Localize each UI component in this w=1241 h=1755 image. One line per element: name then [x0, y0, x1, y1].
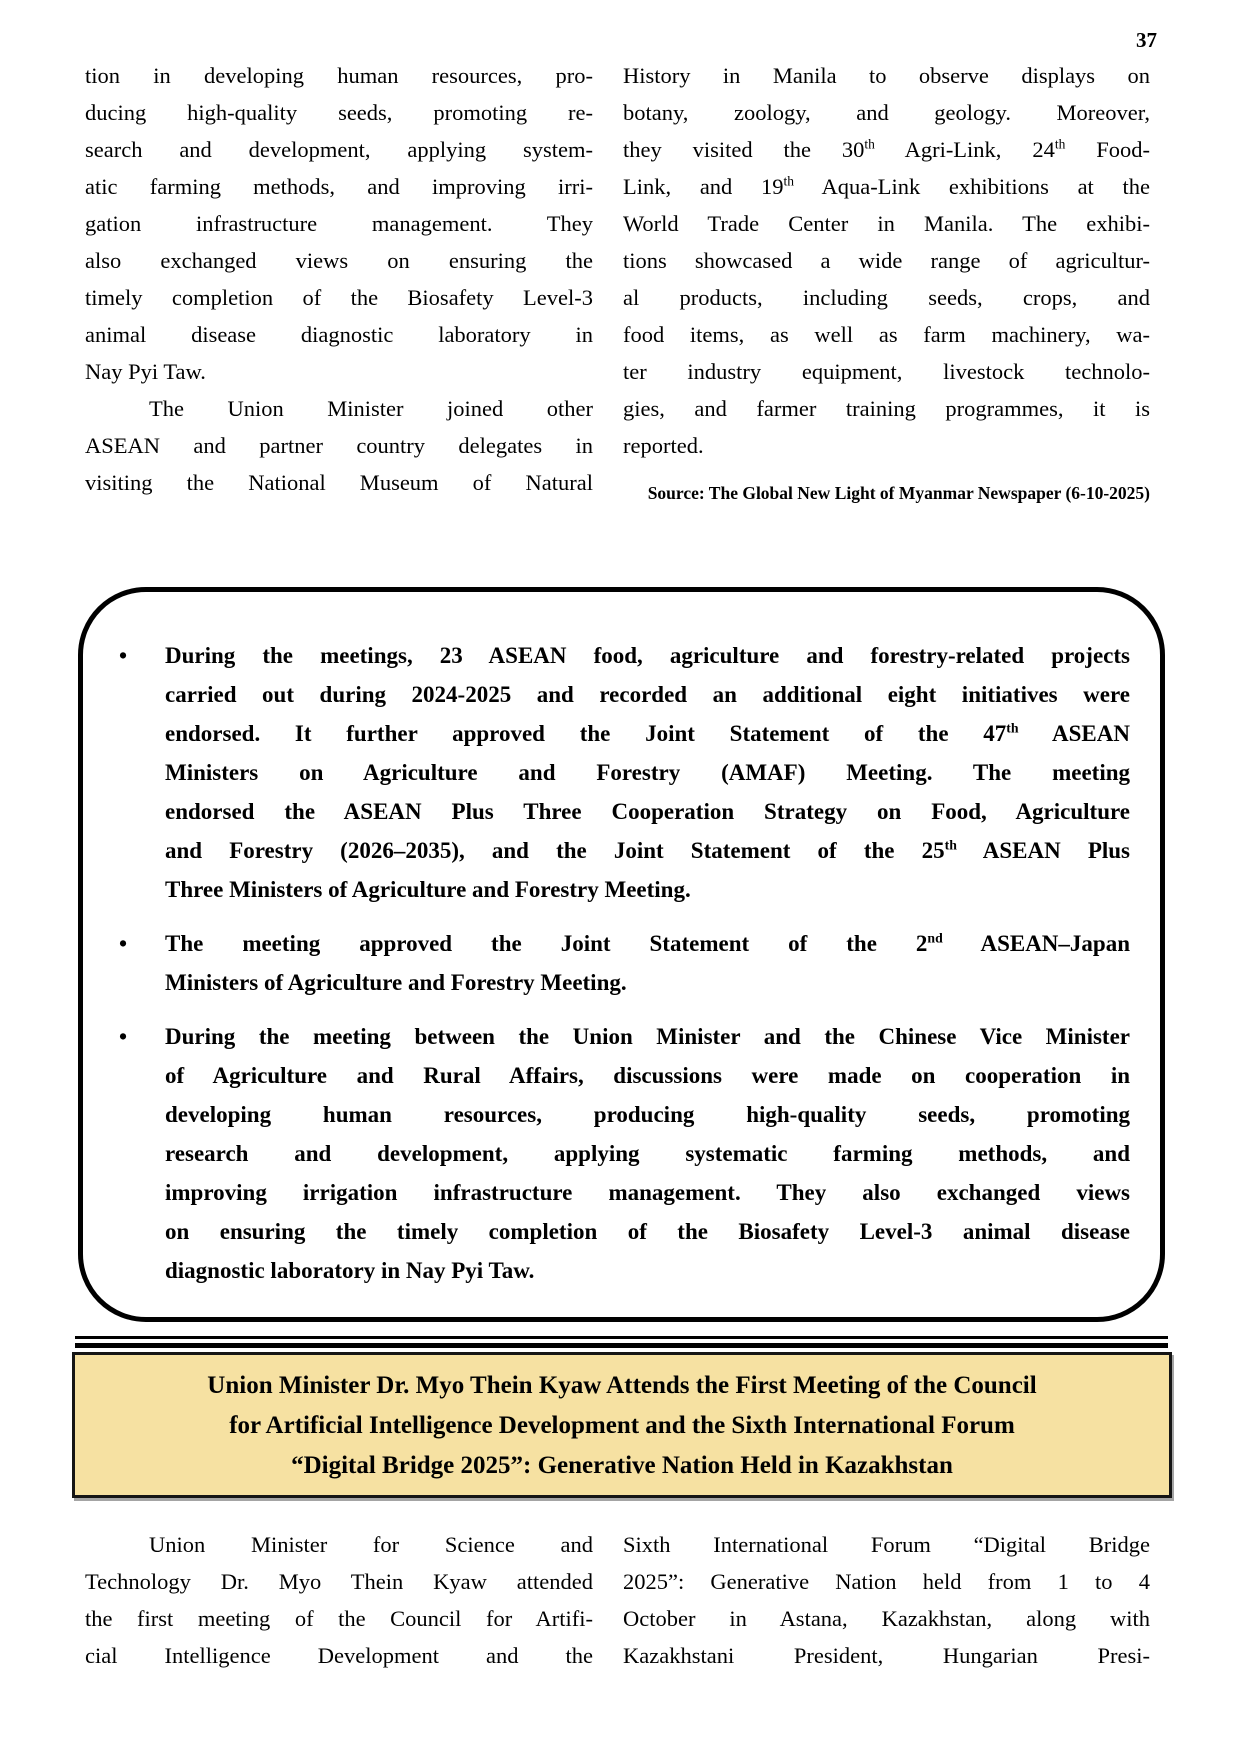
text-line: During the meetings, 23 ASEAN food, agriculture and forestry-related projects: [165, 643, 1130, 668]
paragraph: [85, 390, 593, 501]
paragraph: [85, 57, 593, 390]
top-right-text: [623, 57, 1150, 464]
divider-rule-thin: [75, 1336, 1168, 1339]
text-line: al products, including seeds, crops, and: [623, 285, 1150, 310]
text-line: During the meeting between the Union Minister and the Chinese Vice Minister: [165, 1024, 1130, 1049]
text-line: reported.: [623, 433, 704, 458]
bullet-marker-icon: •: [119, 643, 128, 668]
top-columns: [85, 57, 1150, 512]
text-line: carried out during 2024-2025 and recorded an additional eight initiatives were: [165, 682, 1130, 707]
paragraph: [623, 1526, 1150, 1674]
bullet-item: [111, 1017, 1130, 1290]
headline-line: for Artificial Intelligence Development and the Sixth International Forum: [229, 1412, 1015, 1439]
text-line: search and development, applying system-: [85, 137, 593, 162]
text-line: tion in developing human resources, pro-: [85, 63, 593, 88]
paragraph: [623, 57, 1150, 464]
text-line: tions showcased a wide range of agricultur-: [623, 248, 1150, 273]
text-line: on ensuring the timely completion of the Biosafety Level-3 animal disease: [165, 1219, 1130, 1244]
text-line: of Agriculture and Rural Affairs, discussions were made on cooperation in: [165, 1063, 1130, 1088]
text-line: Kazakhstani President, Hungarian Presi-: [623, 1643, 1150, 1668]
text-line: ASEAN and partner country delegates in: [85, 433, 593, 458]
headline-box: [72, 1352, 1172, 1498]
bottom-left-column: [85, 1526, 593, 1674]
text-line: Three Ministers of Agriculture and Forestry Meeting.: [165, 877, 691, 902]
paragraph: [85, 1526, 593, 1674]
text-line: October in Astana, Kazakhstan, along with: [623, 1606, 1150, 1631]
text-line: the first meeting of the Council for Artifi-: [85, 1606, 593, 1631]
source-line: Source: The Global New Light of Myanmar Newspaper (6-10-2025): [647, 483, 1150, 503]
text-line: research and development, applying systematic farming methods, and: [165, 1141, 1130, 1166]
text-line: developing human resources, producing high-quality seeds, promoting: [165, 1102, 1130, 1127]
bullet-item: [111, 636, 1130, 909]
text-line: Nay Pyi Taw.: [85, 359, 206, 384]
headline-line: “Digital Bridge 2025”: Generative Nation Held in Kazakhstan: [291, 1452, 953, 1479]
text-line: cial Intelligence Development and the: [85, 1643, 593, 1668]
text-line: History in Manila to observe displays on: [623, 63, 1150, 88]
text-line: endorsed the ASEAN Plus Three Cooperation Strategy on Food, Agriculture: [165, 799, 1130, 824]
text-line: visiting the National Museum of Natural: [85, 470, 593, 495]
text-line: ter industry equipment, livestock technolo-: [623, 359, 1150, 384]
text-line: gation infrastructure management. They: [85, 211, 593, 236]
text-line: they visited the 30th Agri-Link, 24th Food-: [623, 136, 1150, 162]
text-line: timely completion of the Biosafety Level-3: [85, 285, 593, 310]
text-line: animal disease diagnostic laboratory in: [85, 322, 593, 347]
page-number: 37: [1136, 28, 1157, 52]
text-line: World Trade Center in Manila. The exhibi-: [623, 211, 1150, 236]
text-line: The meeting approved the Joint Statement of the 2nd ASEAN–Japan: [165, 930, 1130, 956]
text-line: The Union Minister joined other: [149, 396, 593, 421]
headline-line: Union Minister Dr. Myo Thein Kyaw Attends the First Meeting of the Council: [207, 1372, 1037, 1399]
text-line: Ministers of Agriculture and Forestry Meeting.: [165, 970, 627, 995]
bullet-marker-icon: •: [119, 931, 128, 956]
text-line: botany, zoology, and geology. Moreover,: [623, 100, 1150, 125]
text-line: Link, and 19th Aqua-Link exhibitions at the: [623, 173, 1150, 199]
bottom-right-column: [623, 1526, 1150, 1674]
text-line: improving irrigation infrastructure management. They also exchanged views: [165, 1180, 1130, 1205]
text-line: Technology Dr. Myo Thein Kyaw attended: [85, 1569, 593, 1594]
divider-rule: [75, 1336, 1168, 1348]
text-line: food items, as well as farm machinery, wa-: [623, 322, 1150, 347]
bullet-item: [111, 924, 1130, 1002]
bottom-columns: [85, 1526, 1150, 1674]
text-line: endorsed. It further approved the Joint Statement of the 47th ASEAN: [165, 720, 1130, 746]
bullet-marker-icon: •: [119, 1024, 128, 1049]
bullet-box: [78, 587, 1165, 1322]
text-line: ducing high-quality seeds, promoting re-: [85, 100, 593, 125]
text-line: and Forestry (2026–2035), and the Joint Statement of the 25th ASEAN Plus: [165, 837, 1130, 863]
top-left-column: [85, 57, 593, 512]
text-line: atic farming methods, and improving irri-: [85, 174, 593, 199]
text-line: gies, and farmer training programmes, it is: [623, 396, 1150, 421]
text-line: diagnostic laboratory in Nay Pyi Taw.: [165, 1258, 535, 1283]
text-line: 2025”: Generative Nation held from 1 to 4: [623, 1569, 1150, 1594]
text-line: also exchanged views on ensuring the: [85, 248, 593, 273]
text-line: Union Minister for Science and: [149, 1532, 593, 1557]
text-line: Ministers on Agriculture and Forestry (AMAF) Meeting. The meeting: [165, 760, 1130, 785]
divider-rule-thick: [75, 1343, 1168, 1348]
top-right-column: [623, 57, 1150, 512]
text-line: Sixth International Forum “Digital Bridge: [623, 1532, 1150, 1557]
